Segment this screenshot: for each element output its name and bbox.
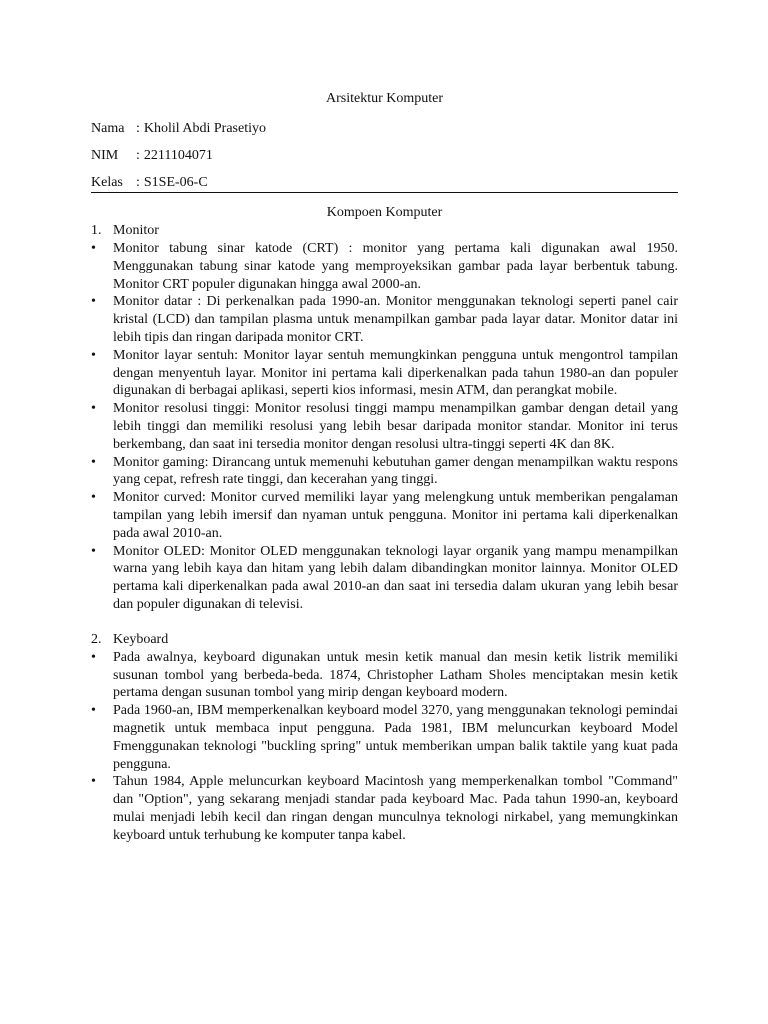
document-subtitle: Kompoen Komputer	[326, 205, 443, 220]
bullet-icon: •	[91, 703, 96, 719]
info-row-kelas	[91, 174, 678, 192]
list-item	[91, 454, 678, 490]
info-label-nama: Nama	[91, 121, 125, 136]
info-row-nama	[91, 120, 678, 138]
horizontal-divider	[91, 192, 678, 193]
list-item	[91, 347, 678, 400]
bullet-icon: •	[91, 454, 96, 470]
list-item-text: Pada 1960-an, IBM memperkenalkan keyboard model 3270, yang menggunakan teknologi pemindai magnetik untuk membaca input pengguna. Pada 1981, IBM meluncurkan keyboard Model Fmenggunakan teknologi "buckling spring" untuk memberikan umpan balik taktile yang kuat pada pengguna.	[113, 703, 678, 772]
list-item	[91, 543, 678, 614]
list-item	[91, 240, 678, 293]
document-page	[91, 90, 678, 845]
list-item-text: Monitor layar sentuh: Monitor layar sentuh memungkinkan pengguna untuk mengontrol tampilan dengan menyentuh layar. Monitor ini pertama kali diperkenalkan pada tahun 1980-an dan populer digunakan di berbagai aplikasi, seperti kios informasi, mesin ATM, dan perangkat mobile.	[113, 347, 678, 399]
list-item-text: Monitor resolusi tinggi: Monitor resolusi tinggi mampu menampilkan gambar dengan detail yang lebih tinggi dan memiliki resolusi yang lebih besar daripada monitor standar. Monitor ini terus berkembang, dan saat ini tersedia monitor dengan resolusi ultra-tinggi seperti 4K dan 8K.	[113, 401, 678, 452]
info-value-kelas: S1SE-06-C	[143, 175, 208, 190]
info-value-nama: Kholil Abdi Prasetiyo	[143, 121, 267, 136]
list-item	[91, 400, 678, 453]
info-label-nim: NIM	[91, 148, 119, 163]
bullet-icon: •	[91, 401, 96, 417]
list-item-text: Pada awalnya, keyboard digunakan untuk mesin ketik manual dan mesin ketik listrik memiliki susunan tombol yang berbeda-beda. 1874, Christopher Latham Sholes menciptakan mesin ketik pertama dengan susunan tombol yang mirip dengan keyboard modern.	[113, 649, 678, 701]
list-item-text: Tahun 1984, Apple meluncurkan keyboard Macintosh yang memperkenalkan tombol "Command" dan "Option", yang sekarang menjadi standar pada keyboard Mac. Pada tahun 1990-an, keyboard mulai menjadi lebih kecil dan ringan dengan munculnya teknologi nirkabel, yang memungkinkan keyboard untuk terhubung ke komputer tanpa kabel.	[113, 774, 678, 843]
document-title: Arsitektur Komputer	[325, 91, 444, 106]
monitor-bullet-list	[91, 240, 678, 614]
list-item-text: Monitor curved: Monitor curved memiliki layar yang melengkung untuk memberikan pengalaman tampilan yang lebih imersif dan nyaman untuk pengguna. Monitor ini pertama kali diperkenalkan pada awal 2010-an.	[113, 490, 678, 541]
info-separator: :	[136, 148, 140, 163]
keyboard-bullet-list	[91, 649, 678, 845]
section-heading-monitor	[91, 222, 678, 240]
bullet-icon: •	[91, 774, 96, 790]
section-heading-text: Monitor	[113, 223, 159, 238]
section-heading-keyboard	[91, 631, 678, 649]
list-item-text: Monitor gaming: Dirancang untuk memenuhi kebutuhan gamer dengan menampilkan waktu respons yang cepat, refresh rate tinggi, dan kecerahan yang tinggi.	[113, 454, 678, 488]
section-number: 2.	[91, 631, 102, 647]
bullet-icon: •	[91, 490, 96, 506]
bullet-icon: •	[91, 649, 96, 665]
list-item-text: Monitor tabung sinar katode (CRT) : monitor yang pertama kali digunakan awal 1950. Menggunakan tabung sinar katode yang memproyeksikan gambar pada layar berbentuk tabung. Monitor CRT populer digunakan hingga awal 2000-an.	[113, 241, 678, 292]
bullet-icon: •	[91, 543, 96, 559]
bullet-icon: •	[91, 241, 96, 256]
list-item-text: Monitor OLED: Monitor OLED menggunakan teknologi layar organik yang mampu menampilkan warna yang lebih kaya dan hitam yang lebih dalam dibandingkan monitor lainnya. Monitor OLED pertama kali diperkenalkan pada awal 2010-an dan saat ini tersedia dalam ukuran yang lebih besar dan populer digunakan di televisi.	[113, 543, 678, 612]
bullet-icon: •	[91, 294, 96, 310]
list-item	[91, 649, 678, 702]
section-spacer	[91, 614, 678, 631]
list-item	[91, 702, 678, 773]
bullet-icon: •	[91, 347, 96, 363]
info-separator: :	[136, 175, 140, 190]
info-label-kelas: Kelas	[91, 175, 123, 190]
info-value-nim: 2211104071	[143, 148, 213, 163]
section-number: 1.	[91, 223, 102, 238]
info-row-nim	[91, 147, 678, 165]
list-item	[91, 293, 678, 346]
section-heading-text: Keyboard	[113, 631, 169, 647]
list-item-text: Monitor datar : Di perkenalkan pada 1990-an. Monitor menggunakan teknologi seperti panel cair kristal (LCD) dan tampilan plasma untuk menampilkan gambar pada layar datar. Monitor datar ini lebih tipis dan ringan daripada monitor CRT.	[113, 294, 678, 345]
info-separator: :	[136, 121, 140, 136]
list-item	[91, 773, 678, 844]
list-item	[91, 489, 678, 542]
